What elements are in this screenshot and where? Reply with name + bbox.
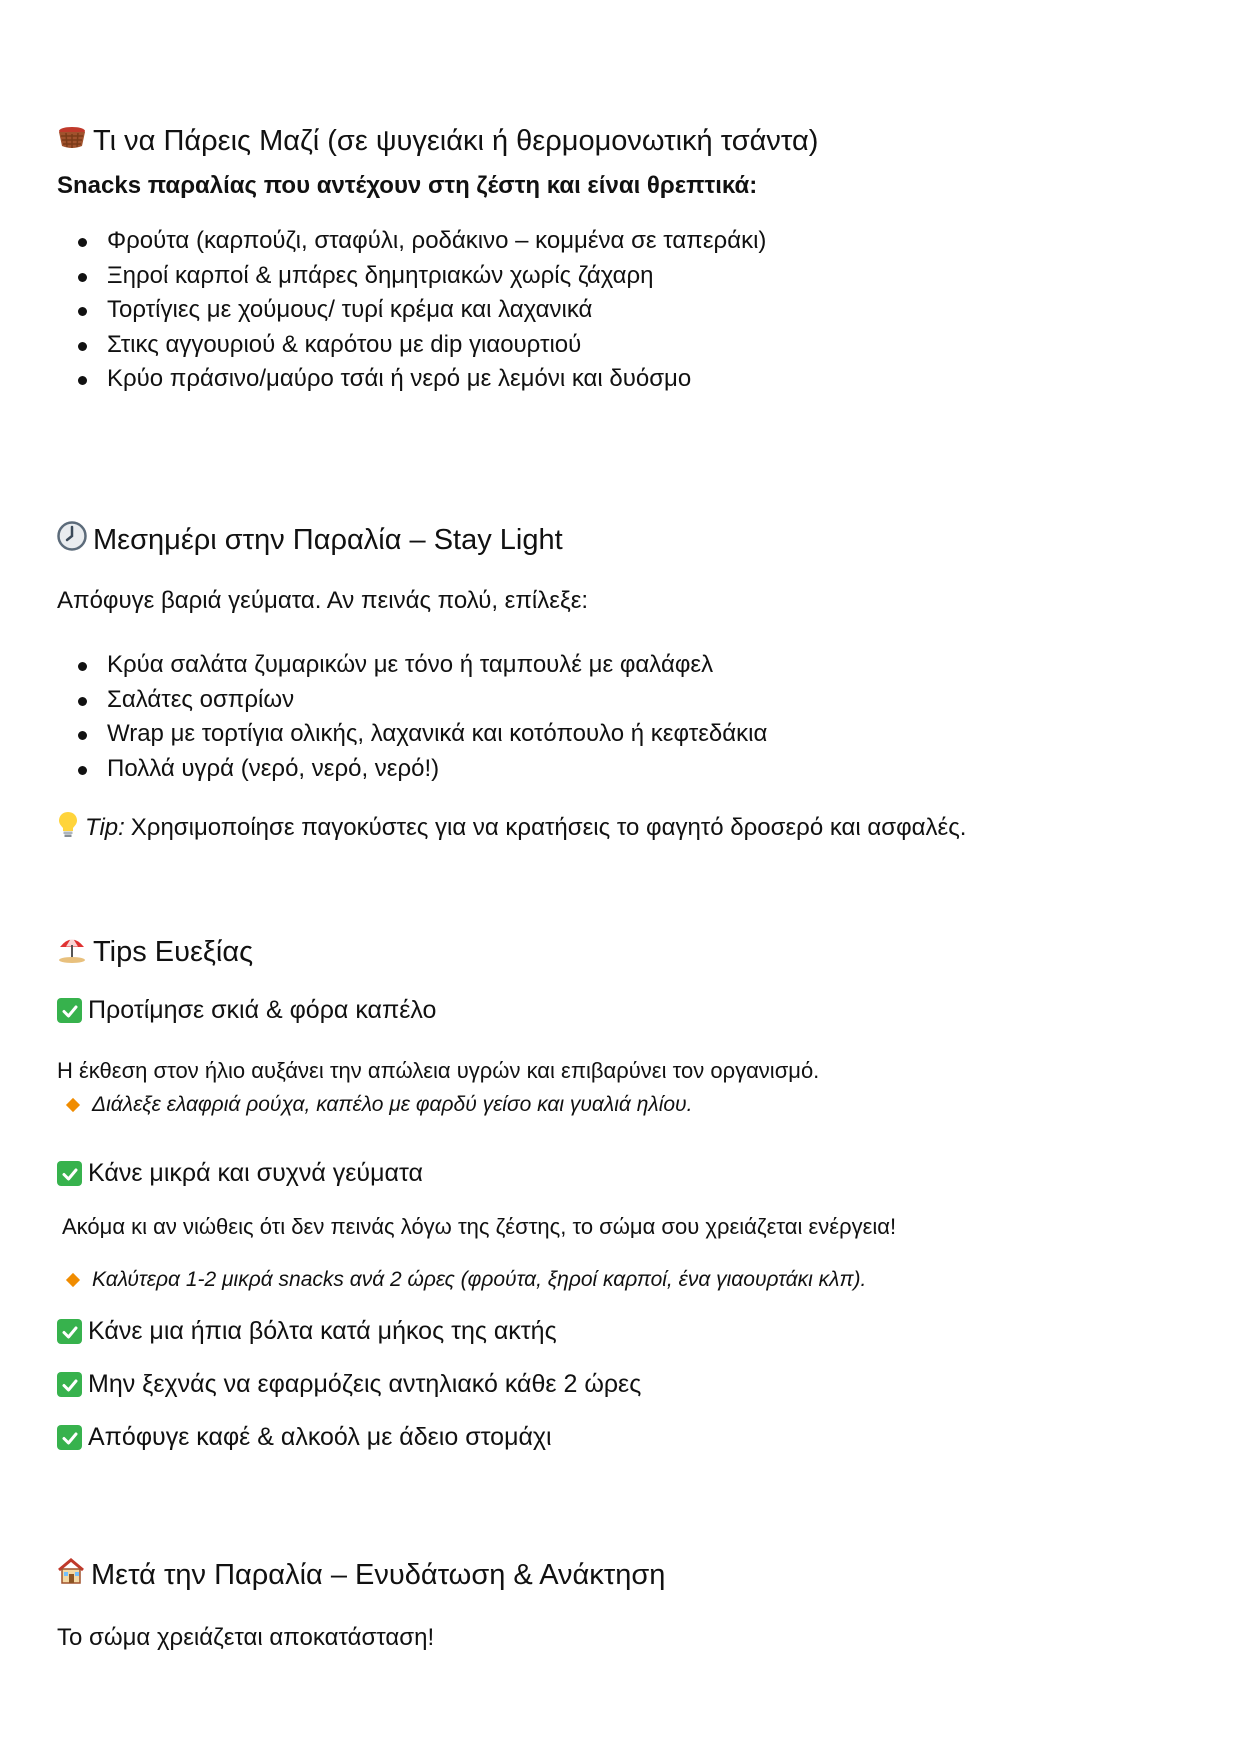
bullet-icon xyxy=(78,273,87,282)
orange-diamond-icon xyxy=(66,1098,80,1112)
list-item: Σαλάτες οσπρίων xyxy=(75,683,767,718)
tip-line xyxy=(57,810,966,845)
heading-text: Μεσημέρι στην Παραλία – Stay Light xyxy=(93,523,563,556)
list-item: Κρύα σαλάτα ζυμαρικών με τόνο ή ταμπουλέ με φαλάφελ xyxy=(75,648,767,683)
bullet-icon xyxy=(78,766,87,775)
bullet-icon xyxy=(78,376,87,385)
list-item: Wrap με τορτίγια ολικής, λαχανικά και κοτόπουλο ή κεφτεδάκια xyxy=(75,717,767,752)
bullet-icon xyxy=(78,662,87,671)
tip-title: Μην ξεχνάς να εφαρμόζεις αντηλιακό κάθε 2 ώρες xyxy=(88,1370,642,1398)
list-item: Πολλά υγρά (νερό, νερό, νερό!) xyxy=(75,752,767,787)
check-mark-icon xyxy=(57,1372,82,1397)
list-item: Τορτίγιες με χούμους/ τυρί κρέμα και λαχανικά xyxy=(75,293,766,328)
tip1-text: Η έκθεση στον ήλιο αυξάνει την απώλεια υγρών και επιβαρύνει τον οργανισμό. xyxy=(57,1058,820,1083)
heading-wellness xyxy=(57,933,253,971)
lightbulb-icon xyxy=(57,810,79,845)
beach-umbrella-icon xyxy=(57,933,87,971)
tip-text: Χρησιμοποίησε παγοκύστες για να κρατήσεις το φαγητό δροσερό και ασφαλές. xyxy=(130,813,967,841)
noon-list xyxy=(75,648,767,786)
bullet-icon xyxy=(78,238,87,247)
list-item: Κρύο πράσινο/μαύρο τσάι ή νερό με λεμόνι και δυόσμο xyxy=(75,362,766,397)
snacks-subheading: Snacks παραλίας που αντέχουν στη ζέστη και είναι θρεπτικά: xyxy=(57,172,758,199)
list-item: Ξηροί καρποί & μπάρες δημητριακών χωρίς ζάχαρη xyxy=(75,259,766,294)
wellness-tip-2 xyxy=(57,1159,423,1188)
clock-icon xyxy=(57,521,87,559)
after-text: Το σώμα χρειάζεται αποκατάσταση! xyxy=(57,1624,435,1651)
tip1-note: Διάλεξε ελαφριά ρούχα, καπέλο με φαρδύ γείσο και γυαλιά ηλίου. xyxy=(62,1093,692,1117)
check-mark-icon xyxy=(57,1161,82,1186)
tip-label: Tip: xyxy=(85,813,125,841)
wellness-tip-1 xyxy=(57,996,436,1025)
bullet-icon xyxy=(78,697,87,706)
tip2-text: Ακόμα κι αν νιώθεις ότι δεν πεινάς λόγω της ζέστης, το σώμα σου χρειάζεται ενέργεια! xyxy=(62,1214,897,1239)
house-icon xyxy=(57,1557,85,1593)
orange-diamond-icon xyxy=(66,1273,80,1287)
basket-icon xyxy=(57,124,87,158)
snacks-list xyxy=(75,224,766,397)
wellness-tip-4 xyxy=(57,1370,641,1399)
check-mark-icon xyxy=(57,1425,82,1450)
heading-text: Τι να Πάρεις Μαζί (σε ψυγειάκι ή θερμομονωτική τσάντα) xyxy=(93,124,819,157)
heading-noon xyxy=(57,521,563,559)
bullet-icon xyxy=(78,731,87,740)
wellness-tip-3 xyxy=(57,1317,557,1346)
tip-title: Κάνε μικρά και συχνά γεύματα xyxy=(88,1159,423,1187)
heading-take-with-you xyxy=(57,124,818,158)
bullet-icon xyxy=(78,307,87,316)
noon-intro: Απόφυγε βαριά γεύματα. Αν πεινάς πολύ, επίλεξε: xyxy=(57,587,589,614)
heading-after-beach xyxy=(57,1557,665,1593)
heading-text: Μετά την Παραλία – Ενυδάτωση & Ανάκτηση xyxy=(91,1558,666,1591)
wellness-tip-5 xyxy=(57,1423,552,1452)
check-mark-icon xyxy=(57,998,82,1023)
bullet-icon xyxy=(78,342,87,351)
tip-title: Προτίμησε σκιά & φόρα καπέλο xyxy=(88,996,437,1024)
heading-text: Tips Ευεξίας xyxy=(93,935,254,968)
tip-title: Κάνε μια ήπια βόλτα κατά μήκος της ακτής xyxy=(88,1317,557,1345)
list-item: Φρούτα (καρπούζι, σταφύλι, ροδάκινο – κομμένα σε ταπεράκι) xyxy=(75,224,766,259)
tip-title: Απόφυγε καφέ & αλκοόλ με άδειο στομάχι xyxy=(88,1423,552,1451)
tip2-note: Καλύτερα 1-2 μικρά snacks ανά 2 ώρες (φρούτα, ξηροί καρποί, ένα γιαουρτάκι κλπ). xyxy=(62,1268,866,1292)
list-item: Στικς αγγουριού & καρότου με dip γιαουρτιού xyxy=(75,328,766,363)
check-mark-icon xyxy=(57,1319,82,1344)
